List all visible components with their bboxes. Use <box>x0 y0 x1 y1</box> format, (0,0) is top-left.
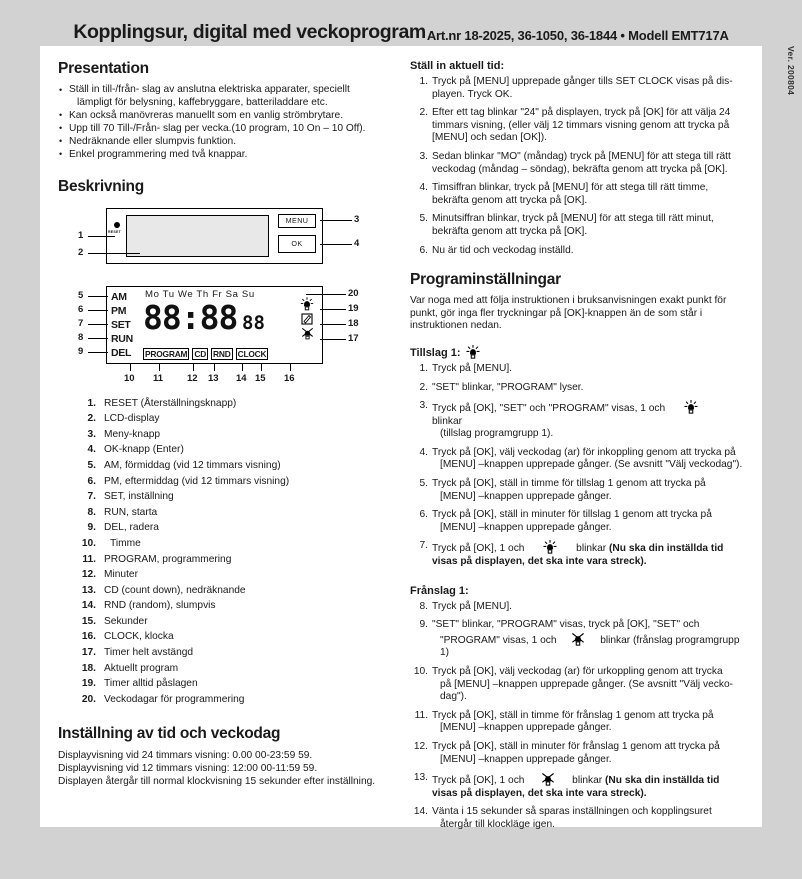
step-text-post: blinkar <box>576 543 607 555</box>
lcd-status-icons <box>297 297 317 340</box>
leader-line <box>320 324 346 325</box>
time-setting-line-2: Displayvisning vid 12 timmars visning: 12:00 00-11:59 59. <box>58 763 318 775</box>
list-item <box>410 363 744 376</box>
callout-14: 14 <box>236 372 247 384</box>
legend-text: AM, förmiddag (vid 12 timmars visning) <box>104 459 281 471</box>
lamp-off-icon <box>301 327 314 340</box>
legend-text: Veckodagar för programmering <box>104 693 245 705</box>
page-title: Kopplingsur, digital med veckoprogram <box>73 21 426 43</box>
legend-text: RND (random), slumpvis <box>104 600 216 612</box>
step-number: 12. <box>413 740 428 752</box>
lcd-left-labels <box>111 290 145 360</box>
step-number: 10. <box>413 666 428 677</box>
legend-text: SET, inställning <box>104 491 174 503</box>
callout-9: 9 <box>78 345 84 357</box>
callout-11: 11 <box>153 372 164 384</box>
lcd-label-pm: PM <box>111 304 127 317</box>
lcd-tag-rnd: RND <box>213 348 231 359</box>
step-number: 4. <box>419 446 428 458</box>
lamp-off-icon <box>539 772 557 786</box>
legend-number: 20. <box>81 693 96 705</box>
list-item <box>410 806 744 831</box>
list-item <box>58 536 394 552</box>
list-item <box>58 505 394 521</box>
step-text: Tryck på [OK], 1 och <box>432 543 525 555</box>
step-number: 14. <box>413 806 428 818</box>
legend-text: Timer alltid påslagen <box>104 678 198 690</box>
bullet-text-cont: lämpligt för belysning, kaffebryggare, batteriladdare etc. <box>77 96 328 108</box>
program-settings-heading: Programinställningar <box>410 271 561 289</box>
legend-number: 14. <box>81 600 96 612</box>
legend-number: 11. <box>82 553 96 565</box>
leader-line <box>320 309 346 310</box>
list-item <box>410 182 744 207</box>
step-text-cont <box>432 632 744 660</box>
legend-text: PROGRAM, programmering <box>104 553 232 565</box>
step-text-cont: [MENU] –knappen upprepade gånger. <box>440 521 612 533</box>
step-text: Vänta i 15 sekunder så sparas inställningen och kopplingsuret <box>432 806 712 818</box>
leader-line <box>320 244 352 245</box>
edit-program-icon <box>301 313 313 325</box>
callout-16: 16 <box>284 372 295 384</box>
list-item <box>410 213 744 238</box>
bullet-text: Ställ in till-/från- slag av anslutna elektriska apparater, speciellt <box>69 84 350 95</box>
step-text: Tryck på [OK], välj veckodag (ar) för inkoppling genom att trycka på <box>432 446 736 458</box>
step-text: Tryck på [MENU] upprepade gånger tills SET CLOCK visas på dis- <box>432 76 733 87</box>
list-item <box>58 474 394 490</box>
legend-list <box>58 396 394 708</box>
set-time-steps <box>410 76 744 257</box>
lamp-on-icon <box>464 345 482 359</box>
leader-line <box>320 220 352 221</box>
list-item <box>410 382 744 395</box>
step-number: 4. <box>419 182 428 194</box>
step-text: Tryck på [OK], ställ in minuter för frånslag 1 genom att trycka på <box>432 740 720 752</box>
list-item <box>58 520 394 536</box>
callout-4: 4 <box>354 237 360 249</box>
lcd-mode-tags <box>143 348 268 360</box>
step-text-cont: [MENU] –knappen upprepade gånger. <box>440 490 612 502</box>
list-item <box>58 614 394 630</box>
step-text-cont: bekräfta genom att trycka på [OK]. <box>432 194 588 206</box>
legend-number: 7. <box>87 491 96 503</box>
step-text: Tryck på [OK], ställ in timme för tillslag 1 genom att trycka på <box>432 478 706 490</box>
callout-5: 5 <box>78 289 84 301</box>
list-item <box>58 629 394 645</box>
callout-17: 17 <box>348 332 359 344</box>
callout-12: 12 <box>187 372 198 384</box>
list-item <box>410 741 744 766</box>
reset-caption: RESET <box>108 229 121 234</box>
list-item <box>58 661 394 677</box>
bullet-text: Kan också manövreras manuellt som en vanlig strömbrytare. <box>69 109 344 121</box>
list-item <box>58 442 394 458</box>
step-text: Nu är tid och veckodag inställd. <box>432 244 574 256</box>
leader-line <box>88 236 115 237</box>
step-text: Tryck på [OK], "SET" och "PROGRAM" visas, 1 och <box>432 403 666 415</box>
callout-10: 10 <box>124 372 135 384</box>
list-item <box>58 598 394 614</box>
list-item <box>58 396 394 412</box>
list-item <box>410 245 744 258</box>
step-text-cont: [MENU] –knappen upprepade gånger. <box>440 753 612 765</box>
bullet-text: Nedräknande eller slumpvis funktion. <box>69 135 237 147</box>
callout-1: 1 <box>78 229 84 241</box>
leader-tick <box>159 364 160 371</box>
step-text: Efter ett tag blinkar "24" på displayen, tryck på [OK] för att välja 24 <box>432 107 731 119</box>
step-text: Tryck på [MENU]. <box>432 600 512 612</box>
step-number: 3. <box>419 400 428 412</box>
description-heading: Beskrivning <box>58 177 144 195</box>
callout-8: 8 <box>78 331 84 343</box>
legend-number: 4. <box>87 444 96 456</box>
tillslag-steps <box>410 363 744 569</box>
step-text-bold: (Nu ska din inställda tid visas på displayen, det ska inte vara streck). <box>432 543 724 568</box>
list-item <box>410 710 744 735</box>
legend-text: Sekunder <box>104 615 148 627</box>
callout-15: 15 <box>255 372 266 384</box>
step-text-cont: (tillslag programgrupp 1). <box>440 428 554 440</box>
lcd-label-del: DEL <box>111 346 132 359</box>
lcd-tag-clock: CLOCK <box>237 348 267 359</box>
list-item <box>58 676 394 692</box>
legend-text: Timer helt avstängd <box>104 647 194 659</box>
lcd-label-run: RUN <box>111 332 133 345</box>
list-item <box>410 447 744 472</box>
list-item <box>410 151 744 176</box>
step-number: 8. <box>419 600 428 612</box>
legend-number: 9. <box>87 522 96 534</box>
step-text: "SET" blinkar, "PROGRAM" lyser. <box>432 381 584 393</box>
leader-line <box>320 339 346 340</box>
bullet-text: Enkel programmering med två knappar. <box>69 148 248 160</box>
legend-number: 15. <box>81 615 96 627</box>
content-sheet <box>40 46 762 830</box>
leader-line <box>88 324 108 325</box>
legend-number: 13. <box>81 584 96 596</box>
list-item <box>58 411 394 427</box>
legend-number: 16. <box>81 631 96 643</box>
lamp-off-icon <box>569 632 587 646</box>
legend-text: CLOCK, klocka <box>104 631 174 643</box>
lamp-on-icon <box>682 400 700 414</box>
time-setting-line-1: Displayvisning vid 24 timmars visning: 0.00 00-23:59 59. <box>58 750 313 762</box>
step-text-cont-a: "PROGRAM" visas, 1 och <box>440 634 557 646</box>
legend-text: Minuter <box>104 569 138 581</box>
legend-text: PM, eftermiddag (vid 12 timmars visning) <box>104 475 290 487</box>
tillslag-heading-text: Tillslag 1: <box>410 346 461 359</box>
legend-number: 18. <box>81 662 96 674</box>
reset-dot-icon <box>114 222 120 228</box>
list-item <box>410 478 744 503</box>
legend-number: 5. <box>87 459 96 471</box>
tillslag-heading <box>410 345 744 359</box>
step-number: 9. <box>419 619 428 631</box>
step-text: Minutsiffran blinkar, tryck på [MENU] för att stega till rätt minut, <box>432 213 714 225</box>
legend-number: 2. <box>87 413 96 425</box>
lcd-seconds-digits: 88 <box>242 311 265 334</box>
time-setting-heading: Inställning av tid och veckodag <box>58 725 281 743</box>
step-text-cont: [MENU] –knappen upprepade gånger. <box>440 722 612 734</box>
step-number: 5. <box>419 478 428 490</box>
leader-line <box>88 338 108 339</box>
leader-line <box>88 296 108 297</box>
list-item <box>58 136 394 149</box>
franslag-steps <box>410 601 744 832</box>
list-item <box>58 123 394 136</box>
callout-6: 6 <box>78 303 84 315</box>
step-number: 5. <box>419 213 428 225</box>
legend-text: LCD-display <box>104 413 160 425</box>
ok-button[interactable]: OK <box>278 235 316 253</box>
lcd-label-am: AM <box>111 290 127 303</box>
list-item <box>410 400 744 441</box>
callout-19: 19 <box>348 302 359 314</box>
step-text-bold: (Nu ska din inställda tid visas på displayen, det ska inte vara streck). <box>432 775 720 799</box>
leader-line <box>88 352 108 353</box>
step-text-cont: bekräfta genom att trycka på [OK]. <box>432 225 588 237</box>
legend-number: 3. <box>87 428 96 440</box>
step-text: Tryck på [OK], 1 och <box>432 775 525 787</box>
step-text-post: blinkar <box>432 415 463 427</box>
legend-number: 1. <box>87 397 96 409</box>
leader-line <box>306 294 346 295</box>
step-number: 11. <box>414 709 428 721</box>
legend-text: Meny-knapp <box>104 428 161 440</box>
step-text-cont: [MENU] –knappen upprepade gånger. (Se avsnitt "Välj veckodag"). <box>440 459 743 471</box>
list-item <box>58 583 394 599</box>
leader-tick <box>290 364 291 371</box>
step-number: 2. <box>419 381 428 393</box>
list-item <box>410 107 744 145</box>
version-label: Ver. 200804 <box>786 46 796 96</box>
presentation-bullets <box>58 84 394 162</box>
step-number: 1. <box>419 362 428 374</box>
step-text: Timsiffran blinkar, tryck på [MENU] för att stega till rätt timme, <box>432 182 709 194</box>
leader-tick <box>193 364 194 371</box>
left-column <box>58 60 410 827</box>
leader-line <box>88 253 140 254</box>
leader-tick <box>261 364 262 371</box>
step-text: Tryck på [OK], ställ in minuter för tillslag 1 genom att trycka på <box>432 509 712 521</box>
step-text-cont-b: blinkar (frånslag programgrupp 1) <box>440 634 740 659</box>
lamp-on-icon <box>541 540 559 554</box>
list-item <box>58 489 394 505</box>
step-text: Tryck på [MENU]. <box>432 362 512 374</box>
lcd-tag-program: PROGRAM <box>145 348 188 359</box>
document-header <box>0 0 802 46</box>
lcd-detail-figure <box>106 286 323 364</box>
leader-tick <box>242 364 243 371</box>
lamp-on-icon <box>300 297 314 311</box>
list-item <box>58 84 394 109</box>
program-settings-intro: Var noga med att följa instruktionen i bruksanvisningen exakt punkt för punkt, gör inga fler tryckningar på [OK]-knappen än de som står i instruktionen nedan. <box>410 295 727 332</box>
callout-3: 3 <box>354 213 360 225</box>
callout-2: 2 <box>78 246 84 258</box>
list-item <box>410 540 744 568</box>
step-text: Sedan blinkar "MO" (måndag) tryck på [MENU] för att stega till rätt <box>432 150 731 162</box>
step-number: 3. <box>419 150 428 162</box>
device-figure <box>58 202 388 392</box>
list-item <box>58 110 394 123</box>
legend-text: DEL, radera <box>104 522 159 534</box>
step-number: 6. <box>419 509 428 521</box>
step-text: Tryck på [OK], välj veckodag (ar) för urkoppling genom att trycka <box>432 666 723 677</box>
legend-text: Aktuellt program <box>104 662 179 674</box>
step-number: 13. <box>413 772 428 784</box>
step-text-cont: playen. Tryck OK. <box>432 88 513 100</box>
step-text-cont: på [MENU] –knappen upprepade gånger. (Se avsnitt "Välj vecko-dag"). <box>440 678 733 703</box>
legend-text: OK-knapp (Enter) <box>104 444 184 456</box>
presentation-heading: Presentation <box>58 60 149 77</box>
set-time-heading: Ställ in aktuell tid: <box>410 60 505 72</box>
lcd-tag-cd: CD <box>194 348 207 359</box>
step-text: Tryck på [OK], ställ in timme för frånslag 1 genom att trycka på <box>432 709 714 721</box>
legend-text: RESET (Återställningsknapp) <box>104 397 237 409</box>
bullet-text: Upp till 70 Till-/Från- slag per vecka.(10 program, 10 On – 10 Off). <box>69 122 366 134</box>
lcd-label-set: SET <box>111 318 131 331</box>
legend-number: 8. <box>87 506 96 518</box>
list-item <box>410 666 744 704</box>
list-item <box>58 458 394 474</box>
list-item <box>58 645 394 661</box>
list-item <box>58 692 394 708</box>
list-item <box>58 567 394 583</box>
list-item <box>410 509 744 534</box>
lcd-main-digits: 88:88 <box>143 297 238 337</box>
right-column <box>410 60 744 830</box>
lcd-weekdays: Mo Tu We Th Fr Sa Su <box>145 288 255 300</box>
list-item <box>58 427 394 443</box>
leader-line <box>88 310 108 311</box>
step-number: 1. <box>419 76 428 87</box>
step-text-post: blinkar <box>572 775 603 787</box>
legend-number: 10. <box>81 537 96 549</box>
list-item <box>58 552 394 568</box>
legend-text: RUN, starta <box>104 506 158 518</box>
leader-tick <box>130 364 131 371</box>
franslag-heading: Frånslag 1: <box>410 584 469 597</box>
list-item <box>410 619 744 660</box>
lcd-screen-area <box>126 215 269 257</box>
callout-20: 20 <box>348 287 359 299</box>
step-text: "SET" blinkar, "PROGRAM" visas, tryck på [OK], "SET" och <box>432 619 700 631</box>
list-item <box>410 601 744 614</box>
device-outline <box>106 208 323 264</box>
step-number: 6. <box>419 244 428 256</box>
page-subtitle: Art.nr 18-2025, 36-1050, 36-1844 • Modell EMT717A <box>426 28 729 43</box>
step-text-cont: återgår till klockläge igen. <box>440 818 555 830</box>
step-text-cont: timmars visning, (eller välj 12 timmars visning genom att trycka på [MENU] och sedan [OK]). <box>432 119 730 144</box>
step-number: 2. <box>419 107 428 119</box>
legend-number: 19. <box>81 678 96 690</box>
leader-tick <box>214 364 215 371</box>
step-number: 7. <box>419 540 428 552</box>
legend-number: 12. <box>81 569 96 581</box>
time-setting-section <box>58 725 394 788</box>
legend-text: CD (count down), nedräknande <box>104 584 246 596</box>
time-setting-line-3: Displayen återgår till normal klockvisning 15 sekunder efter inställning. <box>58 776 376 788</box>
list-item <box>410 76 744 101</box>
callout-7: 7 <box>78 317 84 329</box>
menu-button[interactable]: MENU <box>278 214 316 228</box>
legend-number: 6. <box>87 475 96 487</box>
list-item <box>58 149 394 162</box>
legend-number: 17. <box>81 647 96 659</box>
legend-text: Timme <box>110 537 141 549</box>
callout-18: 18 <box>348 317 359 329</box>
step-text-cont: veckodag (måndag – söndag), bekräfta genom att trycka på [OK]. <box>432 163 728 175</box>
callout-13: 13 <box>208 372 219 384</box>
list-item <box>410 772 744 800</box>
